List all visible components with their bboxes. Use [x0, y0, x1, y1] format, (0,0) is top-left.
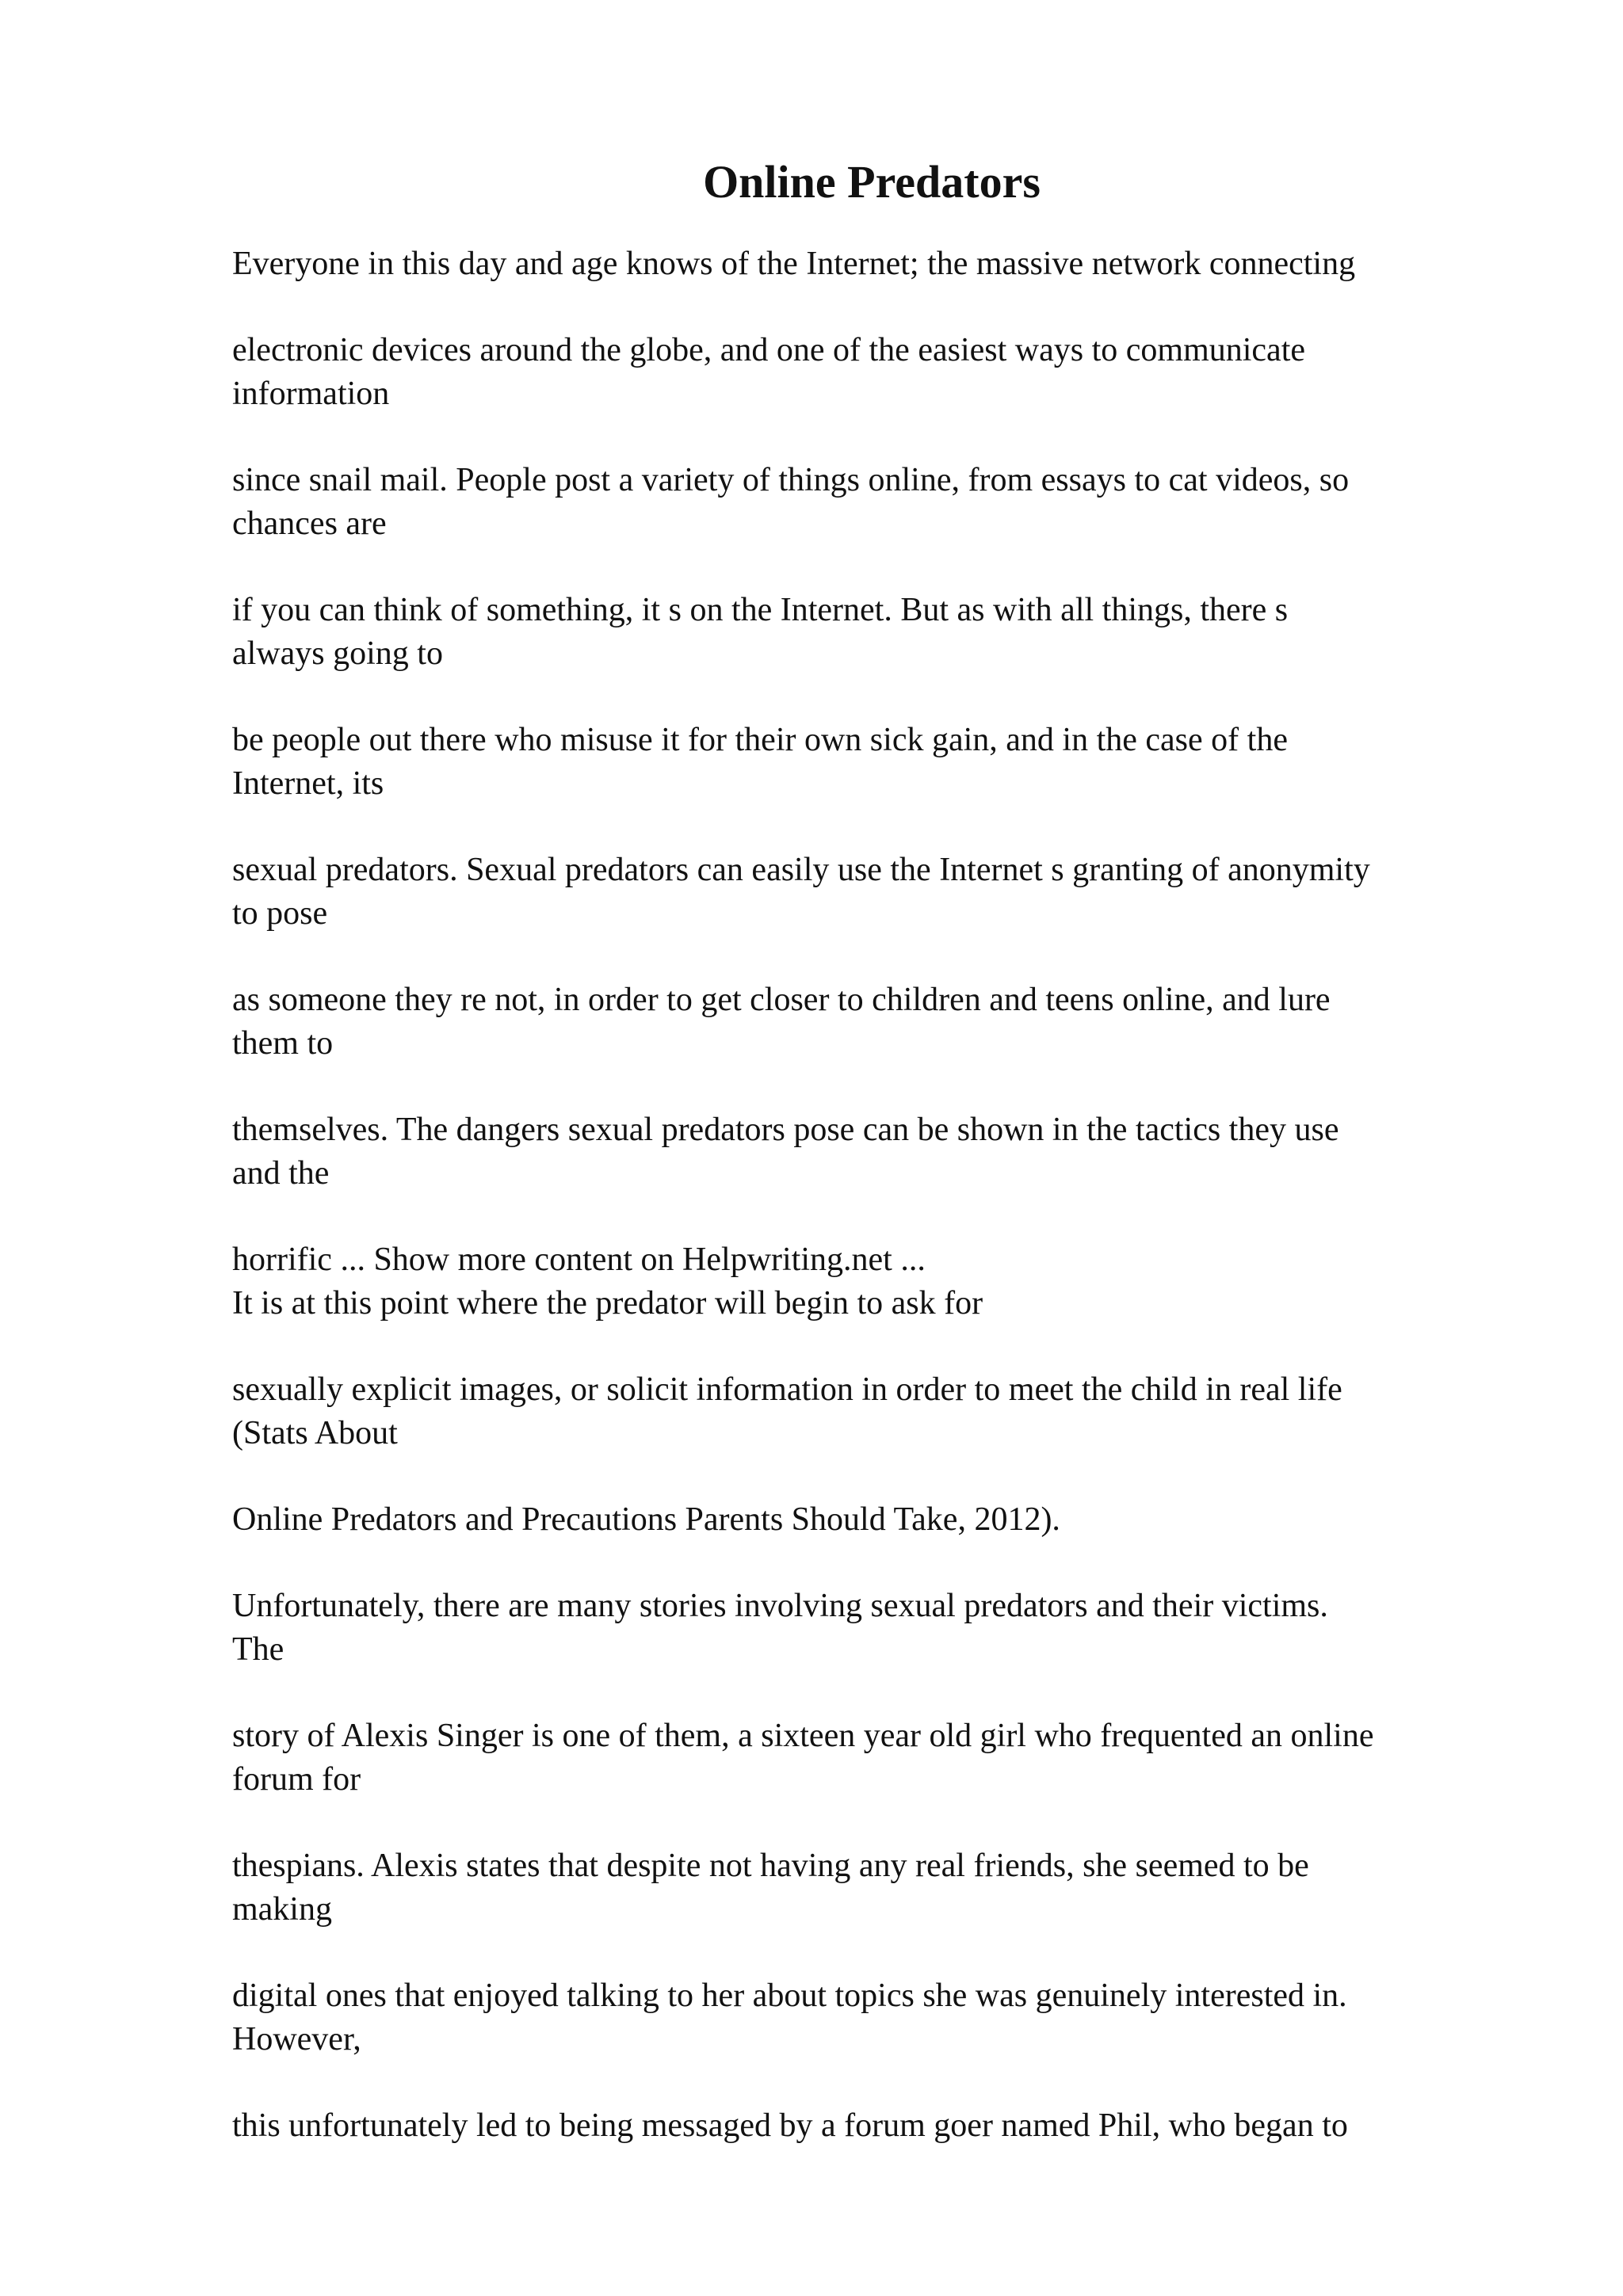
text-line: as someone they re not, in order to get closer to children and teens online, and lure: [232, 982, 1331, 1018]
text-line: since snail mail. People post a variety of things online, from essays to cat videos, so: [232, 462, 1350, 498]
text-line: Internet, its: [232, 765, 384, 802]
text-line: always going to: [232, 635, 443, 672]
paragraph-gap: [232, 1196, 1516, 1238]
paragraph-gap: [232, 1066, 1516, 1108]
text-line: sexually explicit images, or solicit information in order to meet the child in real life: [232, 1371, 1342, 1408]
text-line: sexual predators. Sexual predators can easily use the Internet s granting of anonymity: [232, 852, 1370, 888]
text-line: It is at this point where the predator will begin to ask for: [232, 1285, 983, 1322]
text-line: be people out there who misuse it for their own sick gain, and in the case of the: [232, 722, 1288, 758]
paragraph-gap: [232, 1802, 1516, 1844]
text-line: digital ones that enjoyed talking to her about topics she was genuinely interested in.: [232, 1978, 1347, 2014]
document-body: [232, 242, 1516, 2148]
text-line: horrific ... Show more content on Helpwriting.net ...: [232, 1241, 926, 1278]
text-line: Everyone in this day and age knows of the Internet; the massive network connecting: [232, 246, 1356, 282]
paragraph-gap: [232, 416, 1516, 459]
text-line: to pose: [232, 895, 328, 932]
text-line: if you can think of something, it s on the Internet. But as with all things, there s: [232, 592, 1289, 628]
text-line: Unfortunately, there are many stories involving sexual predators and their victims.: [232, 1588, 1328, 1624]
paragraph-gap: [232, 286, 1516, 329]
text-line: chances are: [232, 505, 387, 542]
text-line: information: [232, 376, 390, 412]
text-line: However,: [232, 2021, 361, 2058]
paragraph-gap: [232, 2061, 1516, 2104]
text-line: forum for: [232, 1761, 361, 1798]
paragraph-gap: [232, 1542, 1516, 1585]
text-line: thespians. Alexis states that despite not having any real friends, she seemed to be: [232, 1848, 1309, 1884]
paragraph-gap: [232, 806, 1516, 849]
text-line: them to: [232, 1025, 334, 1062]
text-line: The: [232, 1631, 285, 1668]
paragraph-gap: [232, 1325, 1516, 1368]
text-line: (Stats About: [232, 1415, 398, 1451]
paragraph-gap: [232, 546, 1516, 589]
paragraph-gap: [232, 1455, 1516, 1498]
text-line: making: [232, 1891, 332, 1928]
text-line: story of Alexis Singer is one of them, a sixteen year old girl who frequented an online: [232, 1718, 1374, 1754]
paragraph-gap: [232, 1672, 1516, 1714]
paragraph-gap: [232, 676, 1516, 719]
text-line: themselves. The dangers sexual predators pose can be shown in the tactics they use: [232, 1112, 1339, 1148]
text-line: this unfortunately led to being messaged by a forum goer named Phil, who began to: [232, 2107, 1348, 2144]
text-line: Online Predators and Precautions Parents Should Take, 2012).: [232, 1501, 1060, 1538]
text-line: and the: [232, 1155, 330, 1192]
paragraph-gap: [232, 1932, 1516, 1974]
document-title: Online Predators: [703, 156, 1041, 208]
text-line: electronic devices around the globe, and one of the easiest ways to communicate: [232, 332, 1306, 368]
paragraph-gap: [232, 936, 1516, 978]
